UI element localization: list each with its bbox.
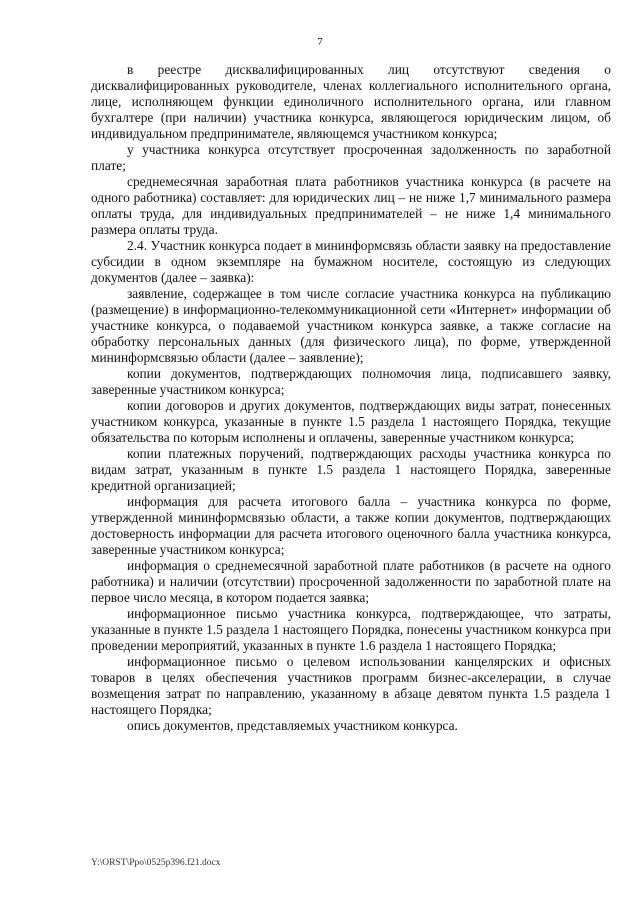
paragraph-application-statement: заявление, содержащее в том числе согласие участника конкурса на публикацию (размещение) в информационно-телекоммуникационной сети «Интернет» информации об участнике конкурса, о подаваемой участником конкурса заявке, а также согласие на обработку персональных данных (для физического лица), по форме, утвержденной мининформсвязью области (далее – заявление); xyxy=(91,286,611,365)
paragraph-average-salary: среднемесячная заработная плата работников участника конкурса (в расчете на одного работника) составляет: для юридических лиц – не ниже 1,7 минимального размера оплаты труда, для индивидуальных предпринимателей – не ниже 1,4 минимального размера оплаты труда. xyxy=(91,174,611,237)
paragraph-payment-orders: копии платежных поручений, подтверждающих расходы участника конкурса по видам затрат, указанным в пункте 1.5 раздела 1 настоящего Порядка, заверенные кредитной организацией; xyxy=(91,446,611,493)
paragraph-disqualified-registry: в реестре дисквалифицированных лиц отсутствуют сведения о дисквалифицированных руководителе, членах коллегиального исполнительного органа, лице, исполняющем функции единоличного исполнительного органа, или главном бухгалтере (при наличии) участника конкурса, являющегося юридическим лицом, об индивидуальном предпринимателе, являющемся участником конкурса; xyxy=(91,62,611,141)
paragraph-contract-copies: копии договоров и других документов, подтверждающих виды затрат, понесенных участником конкурса, указанные в пункте 1.5 раздела 1 настоящего Порядка, текущие обязательства по которым исполнены и оплачены, заверенные участником конкурса; xyxy=(91,398,611,445)
paragraph-info-letter-office-goods: информационное письмо о целевом использовании канцелярских и офисных товаров в целях обеспечения участников программ бизнес-акселерации, в случае возмещения затрат по направлению, указанному в абзаце девятом пункта 1.5 раздела 1 настоящего Порядка; xyxy=(91,654,611,717)
paragraph-final-score-info: информация для расчета итогового балла – участника конкурса по форме, утвержденной мининформсвязью области, а также копии документов, подтверждающих достоверность информации для расчета итогового оценочного балла участника конкурса, заверенные участником конкурса; xyxy=(91,494,611,557)
paragraph-documents-inventory: опись документов, представляемых участником конкурса. xyxy=(127,718,458,733)
paragraph-salary-info: информация о среднемесячной заработной плате работников (в расчете на одного работника) и наличии (отсутствии) просроченной задолженности по заработной плате на первое число месяца, в котором подается заявка; xyxy=(91,558,611,605)
paragraph-authority-documents: копии документов, подтверждающих полномочия лица, подписавшего заявку, заверенные участником конкурса; xyxy=(91,366,611,397)
document-body xyxy=(91,62,611,734)
paragraph-section-2-4: 2.4. Участник конкурса подает в мининформсвязь области заявку на предоставление субсидии в одном экземпляре на бумажном носителе, состоящую из следующих документов (далее – заявка): xyxy=(91,238,611,285)
file-path-footer: Y:\ORST\Ppo\0525p396.f21.docx xyxy=(91,858,221,868)
paragraph-no-wage-arrears: у участника конкурса отсутствует просроченная задолженность по заработной плате; xyxy=(91,142,611,173)
paragraph-info-letter-expenses: информационное письмо участника конкурса, подтверждающее, что затраты, указанные в пункте 1.5 раздела 1 настоящего Порядка, понесены участником конкурса при проведении мероприятий, указанных в пункте 1.6 раздела 1 настоящего Порядка; xyxy=(91,606,611,653)
page-number: 7 xyxy=(317,36,323,48)
